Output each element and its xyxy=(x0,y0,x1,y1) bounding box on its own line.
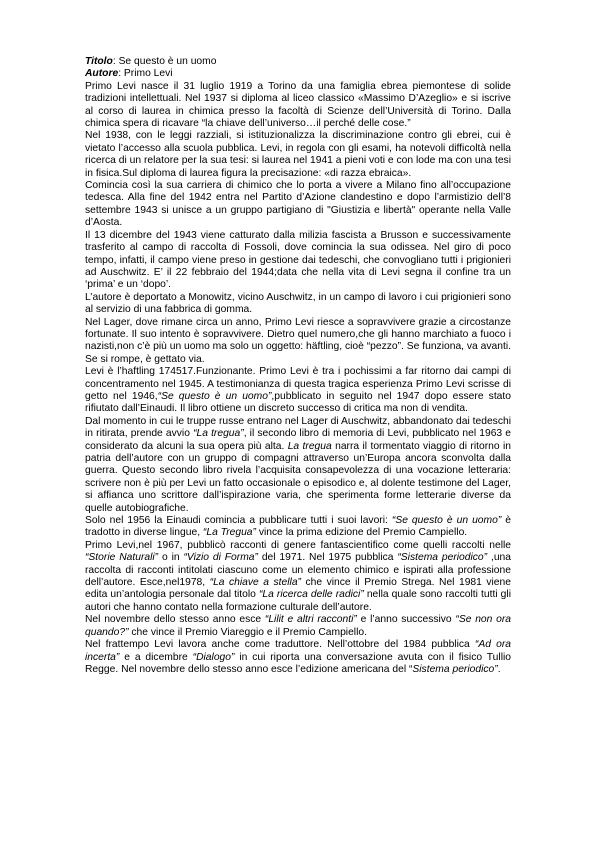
paragraph-text: ,una raccolta di racconti intitolati ciascuno come un elemento chimico e ispirati alla professione dell’autore. Esce,nel1978, xyxy=(85,552,512,589)
paragraph-text: Nel frattempo Levi lavora anche come traduttore. Nell’ottobre del 1984 pubblica xyxy=(85,639,475,651)
italic-title-text: “Se questo è un uomo” xyxy=(391,515,502,527)
paragraph-text: Nel Lager, dove rimane circa un anno, Primo Levi riesce a sopravvivere grazie a circostanze fortunate. Il suo intento è sopravvivere. Dietro quel numero,che gli hanno marchiato a fuoco i nazisti,non c’è più un uomo ma solo un oggetto: häftling, cioè “pezzo”. Se funziona, va avanti. Se si rompe, è gettato via. xyxy=(85,316,511,365)
paragraph-text: vince la prima edizione del Premio Campiello. xyxy=(255,527,468,539)
paragraph-text: o in xyxy=(158,552,184,564)
italic-title-text: La tregua xyxy=(287,440,332,452)
italic-title-text: “Dialogo” xyxy=(192,651,235,663)
paragraph-text: nella quale sono raccolti tutti gli autori che hanno contato nella formazione culturale dell’autore. xyxy=(85,589,511,613)
italic-title-text: “Se non ora quando?” xyxy=(85,614,512,638)
italic-title-text: “Sistema periodico” xyxy=(397,552,488,564)
italic-title-text: “La tregua” xyxy=(193,428,244,440)
italic-title-text: Sistema periodico” xyxy=(412,663,498,675)
paragraph-text: . xyxy=(497,663,501,675)
paragraph-text: Primo Levi nasce il 31 luglio 1919 a Torino da una famiglia ebrea piemontese di solide tradizioni intellettuali. Nel 1937 si diploma al liceo classico «Massimo D’Azeglio» e si iscrive al corso di laurea in chimica presso la facoltà di Scienze dell’Università di Torino. Dalla chimica spera di ricavare “la chiave dell’universo…il perché delle cose.” xyxy=(85,80,511,130)
paragraph xyxy=(85,540,511,614)
paragraph-text: che vince il Premio Viareggio e il Premio Campiello. xyxy=(128,626,367,638)
italic-title-text: “Ad ora incerta” xyxy=(85,639,511,663)
italic-title-text: “Vizio di Forma” xyxy=(183,552,258,564)
paragraph-text: del 1971. Nel 1975 pubblica xyxy=(257,552,398,564)
italic-title-text: “Storie Naturali” xyxy=(85,552,159,564)
paragraph xyxy=(85,230,511,292)
title-label: Titolo xyxy=(85,56,113,67)
body-text xyxy=(85,81,511,677)
paragraph-text: narra il tormentato viaggio di ritorno in patria dell’autore con un gruppo di compagni attraverso un’Europa ancora sconvolta dalla guerra. Questo secondo libro rivela l’acquisita consapevolezza di una vocazione letteraria: scrivere non è più per Levi un fatto occasionale o episodico e, al dolente testimone del Lager, si affianca uno scrittore dall’ispirazione varia, che sperimenta forme letterarie diverse da quelle autobiografiche. xyxy=(85,440,511,514)
paragraph xyxy=(85,81,511,131)
title-value: : Se questo è un uomo xyxy=(112,56,217,67)
paragraph-text: e l’anno successivo xyxy=(356,614,456,626)
paragraph-text: che vince il Premio Strega. Nel 1981 viene edita un’antologia personale dal titolo xyxy=(85,577,511,601)
paragraph-text: Primo Levi,nel 1967, pubblicò racconti di genere fantascientifico come quelli raccolti nelle xyxy=(85,539,511,551)
paragraph-text: Comincia così la sua carriera di chimico che lo porta a vivere a Milano fino all’occupazione tedesca. Alla fine del 1942 entra nel Partito d’Azione clandestino e dopo l’armistizio dell’8 settembre 1943 si unisce a un gruppo partigiano di "Giustizia e libertà" operante nella Valle d’Aosta. xyxy=(85,180,511,229)
paragraph-text: Solo nel 1956 la Einaudi comincia a pubblicare tutti i suoi lavori: xyxy=(85,515,392,527)
paragraph-text: Il 13 dicembre del 1943 viene catturato dalla milizia fascista a Brusson e successivamente trasferito al campo di raccolta di Fossoli, dove comincia la sua odissea. Nel giro di poco tempo, infatti, il campo viene preso in gestione dai tedeschi, che convogliano tutti i prigionieri ad Auschwitz. E’ il 22 febbraio del 1944;data che nella vita di Levi segna il confine tra un ‘prima’ e un ‘dopo’. xyxy=(85,229,511,291)
paragraph-text: L’autore è deportato a Monowitz, vicino Auschwitz, in un campo di lavoro i cui prigionieri sono al servizio di una fabbrica di gomma. xyxy=(85,291,511,316)
paragraph xyxy=(85,130,511,180)
author-value: : Primo Levi xyxy=(118,68,173,80)
paragraph xyxy=(85,292,511,317)
paragraph-text: Nel novembre dello stesso anno esce xyxy=(85,614,265,626)
paragraph-text: e a dicembre xyxy=(119,651,193,663)
author-label: Autore xyxy=(85,68,119,80)
paragraph-text: Nel 1938, con le leggi razziali, si istituzionalizza la discriminazione contro gli ebrei, cui è vietato l’accesso alla scuola pubblica. Levi, in regola con gli esami, ha notevoli difficoltà nella ricerca di un relatore per la sua tesi: si laurea nel 1941 a pieni voti e con lode ma con una tesi in fisica.Sul diploma di laurea figura la precisazione: «di razza ebraica». xyxy=(85,130,511,179)
italic-title-text: “La Tregua” xyxy=(202,527,256,539)
paragraph xyxy=(85,317,511,367)
paragraph-text: Levi è l’haftling 174517.Funzionante. Primo Levi è tra i pochissimi a far ritorno dai campi di concentramento nel 1945. A testimonianza di questa tragica esperienza Primo Levi scrisse di getto nel 1946, xyxy=(85,366,511,402)
paragraph-text: in cui riporta una conversazione avuta con il fisico Tullio Regge. Nel novembre dello stesso anno esce l’edizione americana del “ xyxy=(85,651,511,675)
italic-title-text: “Lilit e altri racconti” xyxy=(264,614,357,626)
italic-title-text: “La chiave a stella” xyxy=(209,577,301,589)
italic-title-text: “Se questo è un uomo” xyxy=(157,390,272,402)
paragraph-text: , il secondo libro di memoria di Levi, pubblicato nel 1963 e considerato da alcuni la sua opera più alta. xyxy=(85,428,511,452)
paragraph-text: ,pubblicato in seguito nel 1947 dopo essere stato rifiutato dall’Einaudi. Il libro ottiene un discreto successo di critica ma non di vendita. xyxy=(85,390,511,415)
paragraph xyxy=(85,416,511,515)
author-line xyxy=(85,68,511,80)
paragraph xyxy=(85,639,511,676)
paragraph xyxy=(85,614,511,639)
italic-title-text: “La ricerca delle radici” xyxy=(258,589,364,601)
paragraph-text: Dal momento in cui le truppe russe entrano nel Lager di Auschwitz, abbandonato dai tedeschi in ritirata, prende avvio xyxy=(85,415,511,440)
paragraph xyxy=(85,366,511,416)
paragraph xyxy=(85,515,511,540)
document-page xyxy=(85,56,511,676)
title-line xyxy=(85,56,511,68)
paragraph xyxy=(85,180,511,230)
paragraph-text: è tradotto in diverse lingue, xyxy=(85,515,511,539)
